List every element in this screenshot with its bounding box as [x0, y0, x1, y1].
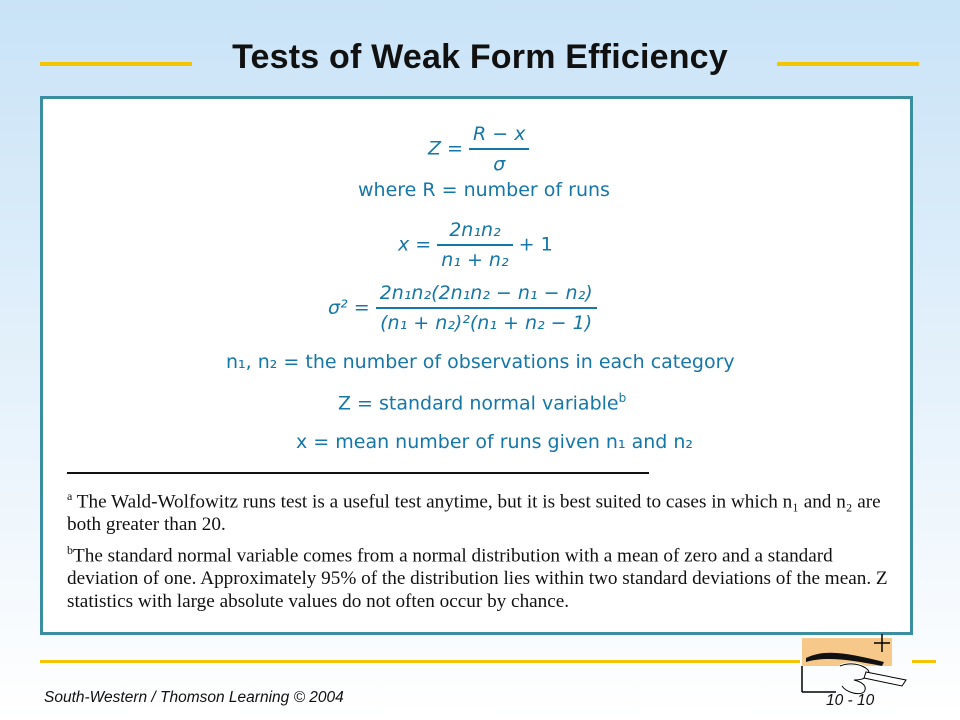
- footer-copyright: South-Western / Thomson Learning © 2004: [44, 689, 344, 706]
- z-denominator: σ: [493, 153, 506, 175]
- sigma-lhs: σ² =: [328, 296, 370, 319]
- footnote-b-text: The standard normal variable comes from a normal distribution with a mean of zero and a standard deviation of one. Approximately 95% of the distribution lies within two standard deviations of the mean. Z statistics with large absolute values do not often occur by chance.: [67, 545, 888, 613]
- footnote-a-text: The Wald-Wolfowitz runs test is a useful test anytime, but it is best suited to cases in which n₁ and n₂ are both greater than 20.: [67, 491, 881, 536]
- definition-z: [338, 391, 626, 414]
- title-rule-left: [40, 62, 192, 66]
- pen-and-paper-icon: [796, 632, 914, 696]
- x-numerator: 2n₁n₂: [437, 219, 512, 246]
- definition-x: x = mean number of runs given n₁ and n₂: [296, 431, 694, 453]
- where-line: where R = number of runs: [358, 179, 610, 201]
- z-formula: [428, 123, 529, 175]
- sigma-numerator: 2n₁n₂(2n₁n₂ − n₁ − n₂): [376, 282, 597, 309]
- sigma-formula: [328, 282, 597, 334]
- sigma-fraction: [376, 282, 597, 334]
- footnote-a: [67, 485, 897, 536]
- formula-panel: [40, 96, 913, 635]
- footer-rule-right: [912, 660, 936, 663]
- title-rule-right: [777, 62, 919, 66]
- footnote-b: [67, 539, 897, 613]
- definition-z-mark: b: [618, 391, 627, 405]
- slide-title: Tests of Weak Form Efficiency: [232, 38, 728, 76]
- x-formula: [398, 219, 553, 271]
- x-lhs: x =: [398, 233, 432, 256]
- z-lhs: Z =: [428, 137, 463, 160]
- x-fraction: [437, 219, 512, 271]
- footnote-b-mark: b: [67, 543, 73, 557]
- page-number: 10 - 10: [826, 692, 875, 709]
- definition-z-text: Z = standard normal variable: [338, 392, 619, 415]
- sigma-denominator: (n₁ + n₂)²(n₁ + n₂ − 1): [380, 312, 593, 334]
- x-tail: + 1: [518, 233, 553, 256]
- z-numerator: R − x: [469, 123, 529, 150]
- definition-n: n₁, n₂ = the number of observations in each category: [226, 351, 735, 373]
- footnote-a-mark: a: [67, 489, 73, 503]
- footer-rule-left: [40, 660, 800, 663]
- z-fraction: [469, 123, 529, 175]
- footnote-divider: [67, 472, 649, 474]
- x-denominator: n₁ + n₂: [441, 249, 509, 271]
